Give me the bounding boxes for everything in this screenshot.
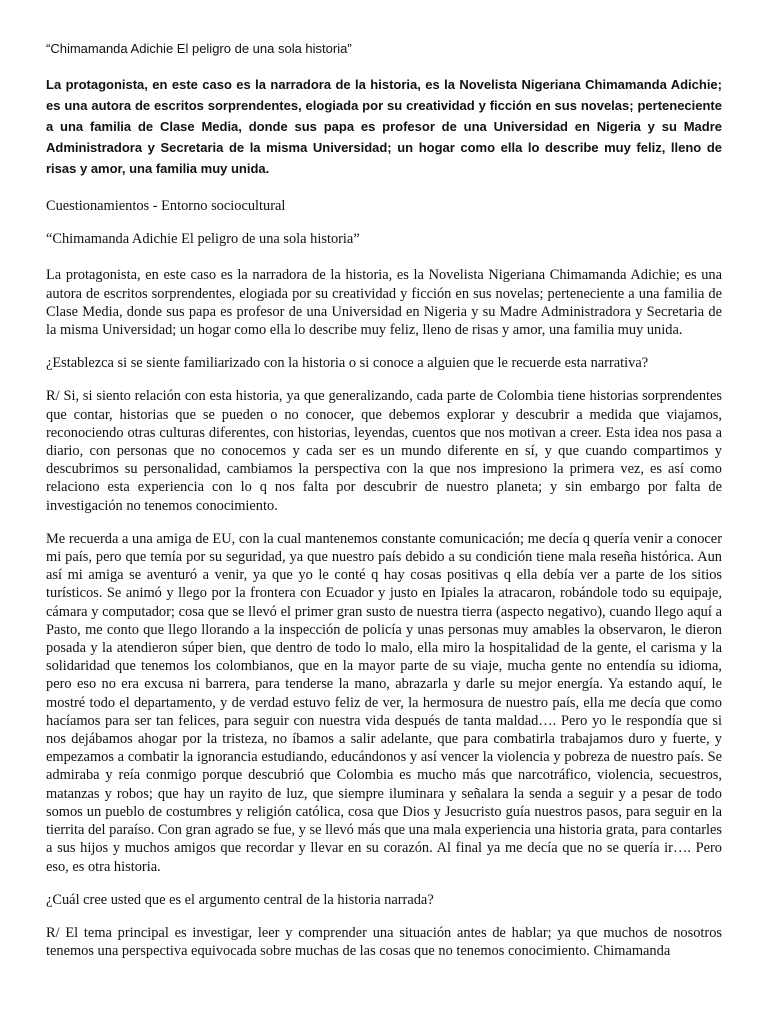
intro-title: “Chimamanda Adichie El peligro de una sola historia” (46, 41, 352, 56)
paragraph-friend-story: Me recuerda a una amiga de EU, con la cual mantenemos constante comunicación; me decía q quería venir a conocer mi país, pero que temía por su seguridad, ya que nuestro país debido a su condición tiene mala reseña histórica. Aun así mi amiga se aventuró a venir, ya que yo le conté q hay cosas positivas q ella debía ver a parte de los sitios turísticos. Se animó y llego por la frontera con Ecuador y justo en Ipiales la atracaron, robándole todo su equipaje, cámara y computador; cosa que se llevó el primer gran susto de nuestra tierra (aspecto negativo), cuando llego aquí a Pasto, me conto que llego llorando a la inspección de policía y unas personas muy amables la observaron, le dieron posada y la atendieron súper bien, que dentro de todo lo malo, ella miro la hospitalidad de la gente, el carisma y la solidaridad que tenemos los colombianos, que en la mayor parte de su viaje, mucha gente no entendía su idioma, pero eso no era excusa ni barrera, para tenderse la mano, abrazarla y darle su mejor energía. Ya estando aquí, le mostré todo el departamento, y de verdad estuvo feliz de ver, la hermosura de nuestro país, ella me decía que como hacíamos para ser tan felices, para seguir con nuestra vida después de tanta maldad…. Pero yo le respondía que si nos dejábamos ahogar por la tristeza, no íbamos a salir adelante, que para combatirla trabajamos duro y fuerte, y empezamos a combatir la ignorancia estudiando, educándonos y así vencer la violencia y pobreza de nuestro país. Se admiraba y reía conmigo porque descubrió que Colombia es mucho más que narcotráfico, violencia, secuestros, matanzas y robos; que hay un rayito de luz, que siempre iluminara y señalara la senda a seguir y a pesar de todo somos un pueblo de costumbres y religión católica, cosa que Dios y Jesucristo guía nuestros pasos, para seguir en la tierrita del paraíso. Con gran agrado se fue, y se llevó más que una mala experiencia una historia grata, para contarles a sus hijos y muchos amigos que recordar y llevar en su corazón. Al final ya me decía que no se quería ir…. Pero eso, es otra historia. (46, 530, 722, 875)
answer-central-argument: R/ El tema principal es investigar, leer y comprender una situación antes de hablar; ya que muchos de nosotros tenemos una perspectiva equivocada sobre muchas de las cosas que no tenemos conocimiento. Chimamanda (46, 924, 722, 960)
question-familiarity: ¿Establezca si se siente familiarizado con la historia o si conoce a alguien que le recuerde esta narrativa? (46, 355, 649, 372)
question-central-argument: ¿Cuál cree usted que es el argumento central de la historia narrada? (46, 891, 434, 908)
section-heading: Cuestionamientos - Entorno sociocultural (46, 198, 286, 214)
document-title: “Chimamanda Adichie El peligro de una sola historia” (46, 231, 360, 248)
paragraph-protagonist: La protagonista, en este caso es la narradora de la historia, es la Novelista Nigeriana Chimamanda Adichie; es una autora de escritos sorprendentes, elogiada por su creatividad y ficción en sus novelas; perteneciente a una familia de Clase Media, donde sus papa es profesor de una Universidad en Nigeria y su Madre Administradora y Secretaria de la misma Universidad; un hogar como ella lo describe muy feliz, lleno de risas y amor, una familia muy unida. (46, 267, 722, 339)
answer-familiarity: R/ Si, si siento relación con esta historia, ya que generalizando, cada parte de Colombia tiene historias sorprendentes que contar, historias que se pueden o no conocer, que debemos explorar y descubrir a medida que viajamos, reconociendo otras culturas diferentes, con historias, leyendas, cuentos que nos motivan a creer. Esta idea nos pasa a diario, con personas que no conocemos y cada ser es un mundo diferente en sí, y que cuando compartimos y descubrimos su personalidad, cambiamos la perspectiva con la que nos impresiono la primera vez, es así como relaciono esta experiencia con lo q nos falta por descubrir de nuestro planeta; y sin embargo por falta de investigación no tenemos conocimiento. (46, 388, 722, 514)
intro-paragraph: La protagonista, en este caso es la narradora de la historia, es la Novelista Nigeriana Chimamanda Adichie; es una autora de escritos sorprendentes, elogiada por su creatividad y ficción en sus novelas; perteneciente a una familia de Clase Media, donde sus papa es profesor de una Universidad en Nigeria y su Madre Administradora y Secretaria de la misma Universidad; un hogar como ella lo describe muy feliz, lleno de risas y amor, una familia muy unida. (46, 77, 722, 176)
